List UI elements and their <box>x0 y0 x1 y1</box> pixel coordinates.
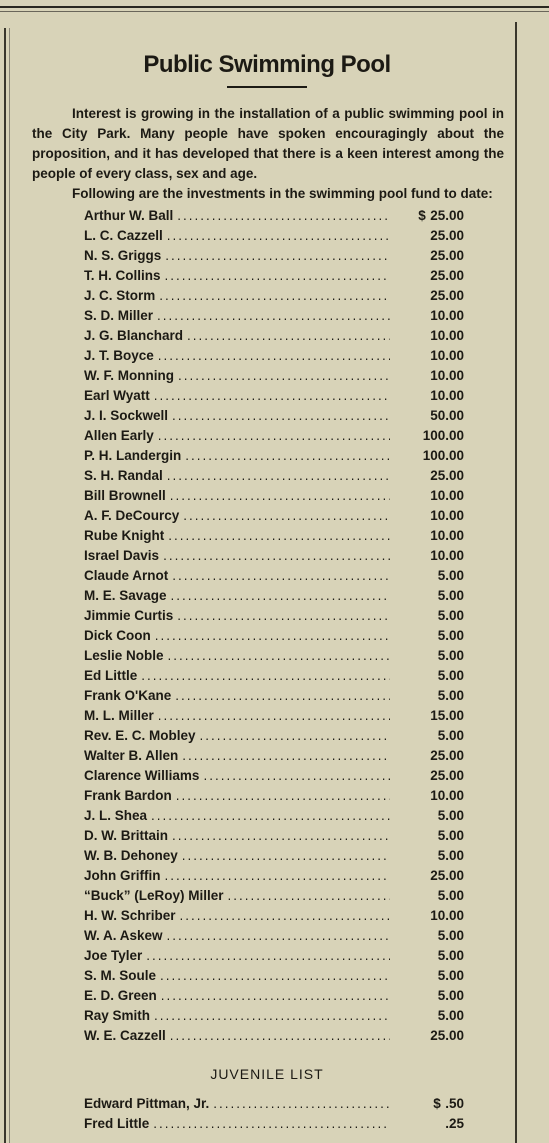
donation-amount <box>394 746 464 766</box>
donation-amount <box>394 246 464 266</box>
list-item <box>84 826 464 846</box>
donor-name: Claude Arnot <box>84 568 169 583</box>
amount-value: 25.00 <box>430 228 464 243</box>
leader-dots <box>161 986 390 1006</box>
list-item <box>84 526 464 546</box>
list-item <box>84 746 464 766</box>
article-column <box>24 28 510 1134</box>
amount-value: 5.00 <box>437 808 464 823</box>
donor-name: “Buck” (LeRoy) Miller <box>84 888 224 903</box>
donor-name: Ray Smith <box>84 1008 151 1023</box>
list-item <box>84 646 464 666</box>
donation-amount <box>394 726 464 746</box>
leader-dots <box>213 1094 390 1114</box>
donation-amount <box>394 826 464 846</box>
donor-name: W. F. Monning <box>84 368 174 383</box>
donor-name: Edward Pittman, Jr. <box>84 1096 210 1111</box>
list-item <box>84 446 464 466</box>
list-item <box>84 286 464 306</box>
donation-amount <box>394 346 464 366</box>
list-item <box>84 586 464 606</box>
donor-name: M. L. Miller <box>84 708 154 723</box>
donation-amount <box>394 226 464 246</box>
donor-name: A. F. DeCourcy <box>84 508 180 523</box>
amount-value: 25.00 <box>430 1028 464 1043</box>
leader-dots <box>167 926 390 946</box>
amount-value: 100.00 <box>422 448 464 463</box>
list-item <box>84 706 464 726</box>
leader-dots <box>175 686 390 706</box>
amount-value: 25.00 <box>430 288 464 303</box>
leader-dots <box>160 966 390 986</box>
amount-value: 10.00 <box>430 328 464 343</box>
amount-value: .50 <box>445 1096 464 1111</box>
list-item <box>84 726 464 746</box>
leader-dots <box>172 566 390 586</box>
donor-name: J. T. Boyce <box>84 348 154 363</box>
donation-amount <box>394 586 464 606</box>
list-item <box>84 226 464 246</box>
leader-dots <box>167 226 390 246</box>
donor-name: Bill Brownell <box>84 488 166 503</box>
donation-amount <box>394 986 464 1006</box>
leader-dots <box>151 806 390 826</box>
amount-value: 5.00 <box>437 928 464 943</box>
donation-amount <box>394 706 464 726</box>
leader-dots <box>185 446 390 466</box>
donation-amount <box>394 526 464 546</box>
list-item <box>84 686 464 706</box>
article-intro: Interest is growing in the installation of a public swimming pool in the City Park. Many people have spoken encouragingly about the proposition, and it has developed that there is a keen interest among the people of every class, sex and age. <box>32 106 504 181</box>
donor-name: Israel Davis <box>84 548 160 563</box>
amount-value: 5.00 <box>437 588 464 603</box>
amount-value: 5.00 <box>437 888 464 903</box>
donation-amount <box>394 926 464 946</box>
donation-amount <box>394 486 464 506</box>
list-item <box>84 506 464 526</box>
amount-value: 5.00 <box>437 1008 464 1023</box>
amount-value: 5.00 <box>437 668 464 683</box>
leader-dots <box>170 486 390 506</box>
donation-amount <box>394 1094 464 1114</box>
right-column-rule <box>515 22 517 1143</box>
amount-value: 10.00 <box>430 488 464 503</box>
leader-dots <box>165 266 390 286</box>
amount-value: 10.00 <box>430 368 464 383</box>
donor-name: J. C. Storm <box>84 288 156 303</box>
donor-name: M. E. Savage <box>84 588 167 603</box>
amount-value: 5.00 <box>437 608 464 623</box>
leader-dots <box>177 206 390 226</box>
donor-name: Walter B. Allen <box>84 748 179 763</box>
leader-dots <box>154 386 390 406</box>
donor-name: J. G. Blanchard <box>84 328 184 343</box>
donor-name: Rev. E. C. Mobley <box>84 728 196 743</box>
list-item <box>84 206 464 226</box>
leader-dots <box>157 306 390 326</box>
donation-amount <box>394 626 464 646</box>
list-item <box>84 766 464 786</box>
donor-name: Ed Little <box>84 668 138 683</box>
donor-name: W. B. Dehoney <box>84 848 178 863</box>
list-item <box>84 466 464 486</box>
amount-value: 5.00 <box>437 628 464 643</box>
leader-dots <box>167 466 390 486</box>
leader-dots <box>176 786 390 806</box>
donor-name: Rube Knight <box>84 528 165 543</box>
leader-dots <box>153 1114 390 1134</box>
amount-value: 15.00 <box>430 708 464 723</box>
list-item <box>84 926 464 946</box>
leader-dots <box>141 666 390 686</box>
amount-value: 5.00 <box>437 688 464 703</box>
donation-amount <box>394 666 464 686</box>
leader-dots <box>165 246 390 266</box>
list-item <box>84 346 464 366</box>
donation-amount <box>394 686 464 706</box>
donor-name: W. A. Askew <box>84 928 163 943</box>
donation-amount <box>394 466 464 486</box>
list-item <box>84 306 464 326</box>
list-item <box>84 606 464 626</box>
donor-name: P. H. Landergin <box>84 448 182 463</box>
donation-amount <box>394 906 464 926</box>
list-item <box>84 806 464 826</box>
left-column-rule-thin <box>9 28 10 1143</box>
amount-value: 10.00 <box>430 788 464 803</box>
leader-dots <box>146 946 390 966</box>
amount-value: 50.00 <box>430 408 464 423</box>
list-item <box>84 566 464 586</box>
leader-dots <box>228 886 390 906</box>
amount-value: 5.00 <box>437 828 464 843</box>
list-item <box>84 666 464 686</box>
donation-amount <box>394 806 464 826</box>
amount-value: 25.00 <box>430 248 464 263</box>
list-item <box>84 266 464 286</box>
leader-dots <box>178 366 390 386</box>
leader-dots <box>158 426 390 446</box>
donor-name: Fred Little <box>84 1116 150 1131</box>
amount-value: 25.00 <box>430 868 464 883</box>
donor-name: John Griffin <box>84 868 161 883</box>
juvenile-list-heading: JUVENILE LIST <box>210 1066 324 1082</box>
investment-list <box>84 206 464 1046</box>
amount-value: 5.00 <box>437 968 464 983</box>
donation-amount <box>394 446 464 466</box>
list-item <box>84 846 464 866</box>
donation-amount <box>394 866 464 886</box>
top-border-rule <box>0 6 549 8</box>
currency-symbol: $ <box>433 1096 441 1111</box>
list-item <box>84 986 464 1006</box>
donation-amount <box>394 406 464 426</box>
leader-dots <box>200 726 390 746</box>
leader-dots <box>159 286 390 306</box>
donor-name: S. M. Soule <box>84 968 157 983</box>
donor-name: Frank Bardon <box>84 788 172 803</box>
list-item <box>84 1114 464 1134</box>
donation-amount <box>394 566 464 586</box>
donor-name: S. H. Randal <box>84 468 163 483</box>
list-item <box>84 546 464 566</box>
amount-value: 5.00 <box>437 988 464 1003</box>
currency-symbol: $ <box>418 208 426 223</box>
donor-name: S. D. Miller <box>84 308 154 323</box>
donor-name: Arthur W. Ball <box>84 208 174 223</box>
amount-value: 25.00 <box>430 208 464 223</box>
amount-value: 25.00 <box>430 748 464 763</box>
amount-value: 5.00 <box>437 648 464 663</box>
donor-name: Joe Tyler <box>84 948 143 963</box>
amount-value: 10.00 <box>430 308 464 323</box>
amount-value: 25.00 <box>430 768 464 783</box>
leader-dots <box>158 706 390 726</box>
list-item <box>84 966 464 986</box>
donation-amount <box>394 546 464 566</box>
donor-name: T. H. Collins <box>84 268 161 283</box>
list-item <box>84 1006 464 1026</box>
donor-name: H. W. Schriber <box>84 908 176 923</box>
leader-dots <box>155 626 390 646</box>
leader-dots <box>158 346 390 366</box>
list-item <box>84 786 464 806</box>
amount-value: 10.00 <box>430 388 464 403</box>
donor-name: Dick Coon <box>84 628 151 643</box>
leader-dots <box>168 526 390 546</box>
leader-dots <box>154 1006 390 1026</box>
list-item <box>84 366 464 386</box>
amount-value: 10.00 <box>430 908 464 923</box>
donor-name: J. I. Sockwell <box>84 408 169 423</box>
top-border-rule-thin <box>0 11 549 12</box>
list-item <box>84 1026 464 1046</box>
donor-name: Earl Wyatt <box>84 388 150 403</box>
amount-value: 10.00 <box>430 348 464 363</box>
list-item <box>84 246 464 266</box>
leader-dots <box>187 326 390 346</box>
donation-amount <box>394 966 464 986</box>
amount-value: 5.00 <box>437 568 464 583</box>
donation-amount <box>394 366 464 386</box>
donation-amount <box>394 1026 464 1046</box>
list-item <box>84 906 464 926</box>
list-item <box>84 626 464 646</box>
donation-amount <box>394 606 464 626</box>
amount-value: 100.00 <box>422 428 464 443</box>
leader-dots <box>182 746 390 766</box>
donation-amount <box>394 286 464 306</box>
list-item <box>84 406 464 426</box>
list-item <box>84 1094 464 1114</box>
donor-name: Jimmie Curtis <box>84 608 174 623</box>
donation-amount <box>394 386 464 406</box>
donor-name: Leslie Noble <box>84 648 164 663</box>
leader-dots <box>171 586 390 606</box>
donation-amount <box>394 206 464 226</box>
donation-amount <box>394 846 464 866</box>
donation-amount <box>394 426 464 446</box>
leader-dots <box>172 826 390 846</box>
donation-amount <box>394 1114 464 1134</box>
list-item <box>84 886 464 906</box>
amount-value: .25 <box>445 1116 464 1131</box>
donation-amount <box>394 266 464 286</box>
leader-dots <box>163 546 390 566</box>
donation-amount <box>394 786 464 806</box>
article-lead: Following are the investments in the swimming pool fund to date: <box>72 186 493 201</box>
leader-dots <box>203 766 390 786</box>
juvenile-list <box>84 1094 464 1134</box>
amount-value: 10.00 <box>430 528 464 543</box>
donor-name: N. S. Griggs <box>84 248 162 263</box>
list-item <box>84 386 464 406</box>
amount-value: 25.00 <box>430 468 464 483</box>
leader-dots <box>168 646 390 666</box>
article-title: Public Swimming Pool <box>143 51 391 78</box>
amount-value: 10.00 <box>430 548 464 563</box>
leader-dots <box>165 866 391 886</box>
donation-amount <box>394 946 464 966</box>
donation-amount <box>394 766 464 786</box>
donation-amount <box>394 306 464 326</box>
donor-name: E. D. Green <box>84 988 157 1003</box>
donor-name: Clarence Williams <box>84 768 200 783</box>
leader-dots <box>182 846 390 866</box>
leader-dots <box>177 606 390 626</box>
left-column-rule <box>4 28 6 1143</box>
leader-dots <box>172 406 390 426</box>
list-item <box>84 866 464 886</box>
donation-amount <box>394 646 464 666</box>
donation-amount <box>394 1006 464 1026</box>
leader-dots <box>180 906 390 926</box>
donor-name: Frank O'Kane <box>84 688 172 703</box>
amount-value: 25.00 <box>430 268 464 283</box>
leader-dots <box>183 506 390 526</box>
list-item <box>84 426 464 446</box>
donor-name: W. E. Cazzell <box>84 1028 166 1043</box>
amount-value: 5.00 <box>437 848 464 863</box>
donor-name: J. L. Shea <box>84 808 148 823</box>
donor-name: D. W. Brittain <box>84 828 168 843</box>
list-item <box>84 486 464 506</box>
amount-value: 5.00 <box>437 728 464 743</box>
list-item <box>84 946 464 966</box>
amount-value: 5.00 <box>437 948 464 963</box>
donation-amount <box>394 886 464 906</box>
leader-dots <box>170 1026 390 1046</box>
donation-amount <box>394 326 464 346</box>
donor-name: L. C. Cazzell <box>84 228 163 243</box>
donation-amount <box>394 506 464 526</box>
title-underline <box>227 86 307 88</box>
list-item <box>84 326 464 346</box>
donor-name: Allen Early <box>84 428 154 443</box>
amount-value: 10.00 <box>430 508 464 523</box>
